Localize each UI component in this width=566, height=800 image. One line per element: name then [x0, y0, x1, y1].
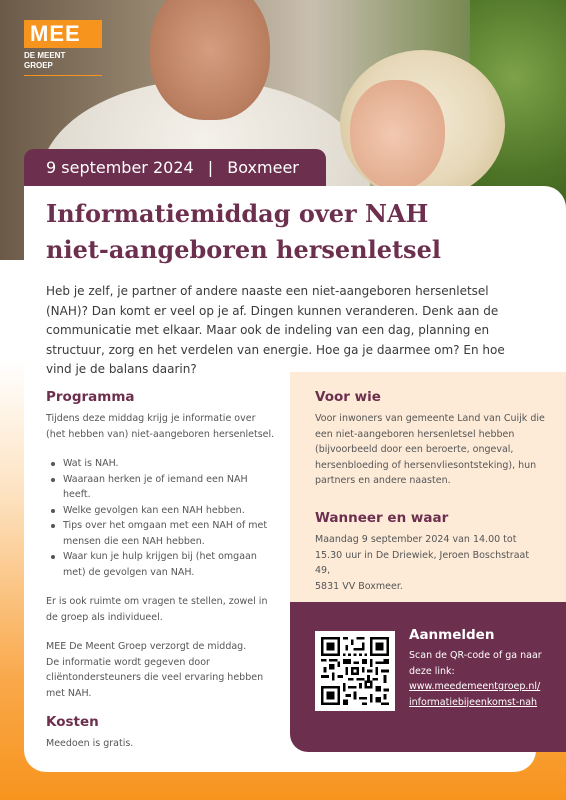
logo-rule: [24, 75, 102, 76]
hero-woman-face: [350, 80, 445, 190]
programma-section: [46, 388, 276, 752]
wanneer-postcode: 5831 VV Boxmeer.: [315, 580, 403, 592]
title-line-2: niet-aangeboren hersenletsel: [46, 235, 441, 264]
wanneer-section: [315, 509, 545, 594]
aanmelden-link-line-1[interactable]: www.meedemeentgroep.nl/: [409, 681, 541, 692]
list-item: Welke gevolgen kan een NAH hebben.: [46, 503, 276, 519]
vragen-text: Er is ook ruimte om vragen te stellen, zowel in de groep als individueel.: [46, 596, 268, 623]
banner-place: Boxmeer: [227, 158, 299, 177]
voor-wie-heading: Voor wie: [315, 389, 381, 405]
page-title: [46, 196, 526, 268]
qr-code-graphic: [321, 637, 389, 705]
title-line-1: Informatiemiddag over NAH: [46, 199, 429, 228]
banner-separator: |: [207, 158, 214, 177]
list-item: Waaraan herken je of iemand een NAH heeft.: [46, 472, 276, 503]
logo-line-2: GROEP: [24, 61, 53, 70]
programma-heading: Programma: [46, 389, 135, 405]
logo-brand: MEE: [24, 20, 102, 48]
aanmelden-link[interactable]: [409, 679, 559, 710]
aanmelden-link-line-2[interactable]: informatiebijeenkomst-nah: [409, 696, 538, 708]
voor-wie-section: [315, 388, 545, 489]
aanmelden-text: Scan de QR-code of ga naar deze link:: [409, 650, 542, 677]
logo-line-1: DE MEENT: [24, 51, 66, 60]
list-item: Tips over het omgaan met een NAH of met mensen die een NAH hebben.: [46, 518, 276, 549]
aanmelden-heading: Aanmelden: [409, 627, 495, 643]
verzorgd-text: MEE De Meent Groep verzorgt de middag.: [46, 641, 247, 652]
voor-wie-text: Voor inwoners van gemeente Land van Cuijk die een niet-aangeboren hersenletsel hebben (bijvoorbeeld door een beroerte, ongeval, hersenbloeding of hersenvliesontsteking), hun partners en andere naasten.: [315, 413, 545, 486]
date-banner: [24, 149, 326, 186]
programma-lead: Tijdens deze middag krijg je informatie over (het hebben van) niet-aangeboren hersenletsel.: [46, 413, 275, 440]
programma-list: [46, 456, 276, 580]
intro-text: Heb je zelf, je partner of andere naaste een niet-aangeboren hersenletsel (NAH)? Dan komt er veel op je af. Dingen kunnen veranderen. Denk aan de communicatie met elkaar. Maar ook de indeling van een dag, planning en structuur, zorg en het verdelen van energie. Hoe ga je daarmee om? En hoe vind je de balans daarin?: [46, 284, 505, 376]
wanneer-heading: Wanneer en waar: [315, 510, 449, 526]
aanmelden-section: [409, 626, 559, 710]
list-item: Wat is NAH.: [46, 456, 276, 472]
qr-code[interactable]: [315, 631, 395, 711]
list-item: Waar kun je hulp krijgen bij (het omgaan met) de gevolgen van NAH.: [46, 549, 276, 580]
mee-logo: [24, 20, 102, 76]
informatie-text: De informatie wordt gegeven door cliëntondersteuners die veel ervaring hebben met NAH.: [46, 656, 264, 699]
kosten-heading: Kosten: [46, 714, 99, 730]
kosten-text: Meedoen is gratis.: [46, 738, 134, 749]
hero-man-head: [150, 0, 270, 120]
banner-date: 9 september 2024: [46, 158, 194, 177]
wanneer-text: Maandag 9 september 2024 van 14.00 tot 15.30 uur in De Driewiek, Jeroen Boschstraat 49,: [315, 534, 530, 576]
